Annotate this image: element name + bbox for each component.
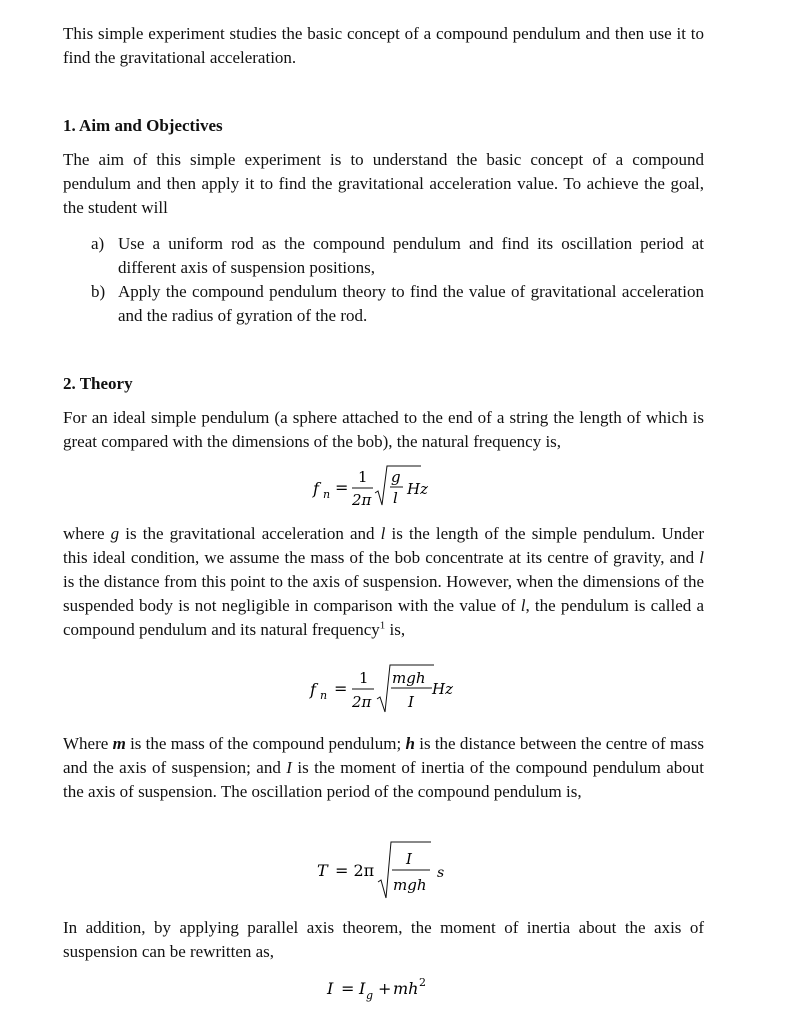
eq1-unit: Hz bbox=[407, 480, 428, 498]
eq2-root-denominator: I bbox=[408, 693, 414, 711]
eq2-denominator: 2π bbox=[352, 693, 372, 711]
section-1-paragraph: The aim of this simple experiment is to understand the basic concept of a compound pendulum and then apply it to find the gravitational acceleration value. To achieve the goal, the student will bbox=[63, 150, 704, 217]
eq3-equals: = 2π bbox=[335, 861, 375, 880]
theory-paragraph-1: For an ideal simple pendulum (a sphere attached to the end of a string the length of which is great compared with the dimensions of the bob), the natural frequency is, bbox=[63, 408, 704, 451]
list-marker: b) bbox=[91, 282, 106, 301]
eq2-sub: n bbox=[320, 689, 328, 702]
eq1-root-denominator: l bbox=[393, 489, 398, 507]
eq2-equals: = bbox=[334, 679, 348, 698]
objectives-list bbox=[63, 232, 704, 328]
section-2-heading: 2. Theory bbox=[63, 374, 133, 393]
eq4-term2-sup: 2 bbox=[419, 976, 426, 989]
list-marker: a) bbox=[91, 234, 105, 253]
intro-paragraph: This simple experiment studies the basic concept of a compound pendulum and then use it to find the gravitational acceleration. bbox=[63, 24, 704, 67]
equation-oscillation-period bbox=[315, 838, 515, 900]
eq1-lhs: f bbox=[313, 479, 319, 498]
eq3-lhs: T bbox=[317, 861, 328, 880]
eq4-term2: mh bbox=[393, 979, 419, 998]
theory-paragraph-4: In addition, by applying parallel axis theorem, the moment of inertia about the axis of suspension can be rewritten as, bbox=[63, 918, 704, 961]
equation-parallel-axis bbox=[325, 972, 525, 1004]
eq2-numerator: 1 bbox=[359, 669, 369, 687]
eq4-plus: + bbox=[378, 979, 392, 998]
eq1-equals: = bbox=[335, 478, 349, 497]
eq1-root-numerator: g bbox=[391, 468, 401, 486]
equation-compound-pendulum-frequency bbox=[308, 662, 528, 718]
eq1-sub: n bbox=[323, 488, 331, 501]
eq1-denominator: 2π bbox=[352, 491, 372, 509]
eq4-lhs: I bbox=[327, 979, 334, 998]
eq4-term1: I bbox=[359, 979, 366, 998]
eq4-term1-sub: g bbox=[366, 989, 374, 1002]
eq4-equals: = bbox=[341, 979, 355, 998]
section-1-heading: 1. Aim and Objectives bbox=[63, 116, 223, 135]
eq3-root-denominator: mgh bbox=[393, 876, 427, 894]
list-item-text: Apply the compound pendulum theory to find the value of gravitational acceleration and the radius of gyration of the rod. bbox=[118, 282, 704, 325]
eq3-unit: s bbox=[437, 865, 445, 881]
equation-simple-pendulum-frequency bbox=[311, 460, 511, 510]
eq2-root-numerator: mgh bbox=[392, 669, 426, 687]
eq2-unit: Hz bbox=[432, 680, 453, 698]
list-item-text: Use a uniform rod as the compound pendulum and find its oscillation period at different axis of suspension positions, bbox=[118, 234, 704, 277]
theory-paragraph-3: Where m is the mass of the compound pendulum; h is the distance between the centre of mass and the axis of suspension; and I is the moment of inertia of the compound pendulum about the axis of suspension. The oscillation period of the compound pendulum is, bbox=[63, 734, 704, 801]
eq1-numerator: 1 bbox=[358, 468, 368, 486]
list-item bbox=[63, 232, 704, 280]
theory-paragraph-2: where g is the gravitational acceleration and l is the length of the simple pendulum. Under this ideal condition, we assume the mass of the bob concentrate at its centre of gravity, and l is the distance from this point to the axis of suspension. However, when the dimensions of the suspended body is not negligible in comparison with the value of l, the pendulum is called a compound pendulum and its natural frequency$^1$ is, bbox=[63, 524, 705, 639]
eq3-root-numerator: I bbox=[406, 850, 412, 868]
list-item bbox=[63, 280, 704, 328]
eq2-lhs: f bbox=[310, 680, 316, 699]
